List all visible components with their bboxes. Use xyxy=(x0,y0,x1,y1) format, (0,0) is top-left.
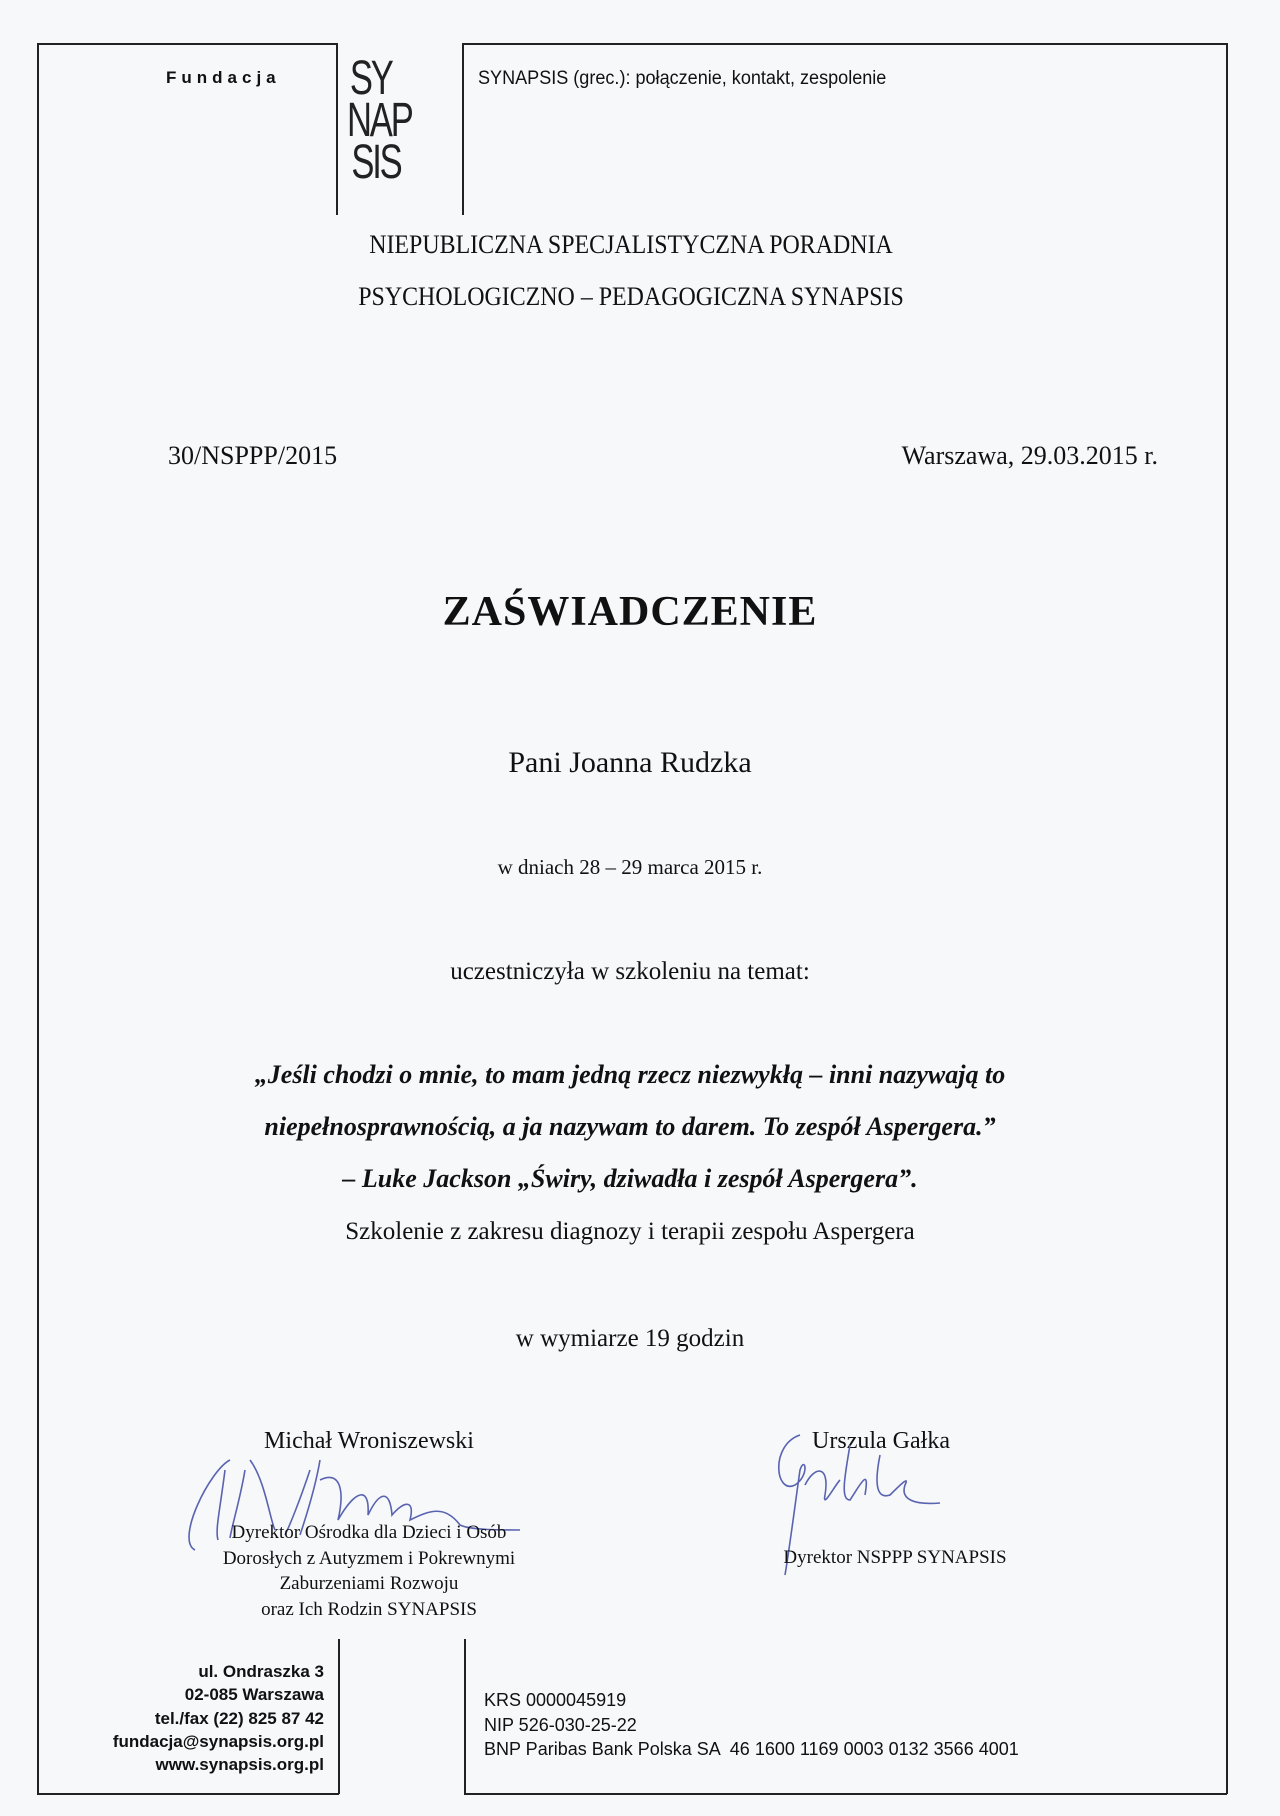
title-line: Zaburzeniami Rozwoju xyxy=(279,1573,459,1594)
footer-divider-left xyxy=(338,1639,340,1794)
signatory-name-right: Urszula Gałka xyxy=(812,1428,950,1454)
reference-number: 30/NSPPP/2015 xyxy=(168,441,338,470)
address-email[interactable]: fundacja@synapsis.org.pl xyxy=(112,1731,324,1751)
logo-line: SY xyxy=(349,52,392,105)
address-street: ul. Ondraszka 3 xyxy=(198,1662,324,1681)
document-title: ZAŚWIADCZENIE xyxy=(442,589,818,635)
place-date: Warszawa, 29.03.2015 r. xyxy=(901,441,1158,470)
logo-line: SIS xyxy=(351,136,401,189)
title-line: oraz Ich Rodzin SYNAPSIS xyxy=(261,1598,477,1620)
institution-line-2: PSYCHOLOGICZNO – PEDAGOGICZNA SYNAPSIS xyxy=(358,282,904,311)
recipient-name: Pani Joanna Rudzka xyxy=(508,746,752,779)
frame-left xyxy=(37,43,39,1794)
address-website[interactable]: www.synapsis.org.pl xyxy=(155,1755,324,1775)
quote-line-3: – Luke Jackson „Świry, dziwadła i zespół Aspergera”. xyxy=(342,1164,918,1193)
footer-address xyxy=(113,1660,324,1776)
frame-bottom-left xyxy=(37,1793,339,1795)
signatory-name-left: Michał Wroniszewski xyxy=(264,1428,474,1454)
participation-text: uczestniczyła w szkoleniu na temat: xyxy=(450,958,810,985)
logo-divider-left xyxy=(336,43,338,215)
quote-line-2: niepełnosprawnością, a ja nazywam to darem. To zespół Aspergera.” xyxy=(264,1112,996,1141)
frame-bottom-right xyxy=(464,1793,1227,1795)
synapsis-logo xyxy=(347,52,428,189)
title-line: Dyrektor NSPPP SYNAPSIS xyxy=(783,1547,1007,1568)
foundation-label: Fundacja xyxy=(166,68,281,87)
quote-line-1: „Jeśli chodzi o mnie, to mam jedną rzecz niezwykłą – inni nazywają to xyxy=(254,1060,1006,1089)
training-duration: w wymiarze 19 godzin xyxy=(515,1325,745,1352)
frame-right xyxy=(1226,43,1228,1794)
logo-divider-right xyxy=(462,43,464,215)
footer-registry xyxy=(484,1688,1019,1762)
institution-line-1: NIEPUBLICZNA SPECJALISTYCZNA PORADNIA xyxy=(369,230,893,259)
registry-bank: BNP Paribas Bank Polska SA 46 1600 1169 0003 0132 3566 4001 xyxy=(484,1739,1019,1759)
address-phone: tel./fax (22) 825 87 42 xyxy=(154,1708,324,1728)
title-line: Dorosłych z Autyzmem i Pokrewnymi xyxy=(222,1547,516,1569)
registry-nip: NIP 526-030-25-22 xyxy=(484,1714,637,1735)
frame-top-right xyxy=(463,43,1227,45)
training-subject: Szkolenie z zakresu diagnozy i terapii zespołu Aspergera xyxy=(345,1218,915,1245)
signatory-title-right xyxy=(783,1545,1006,1571)
logo-line: NAP xyxy=(347,94,412,147)
address-city: 02-085 Warszawa xyxy=(184,1685,324,1705)
registry-krs: KRS 0000045919 xyxy=(484,1690,627,1710)
title-line: Dyrektor Ośrodka dla Dzieci i Osób xyxy=(231,1522,507,1543)
signatory-title-left xyxy=(223,1520,515,1622)
footer-divider-right xyxy=(464,1639,466,1794)
frame-top-left xyxy=(37,43,336,45)
training-dates: w dniach 28 – 29 marca 2015 r. xyxy=(497,855,763,879)
tagline: SYNAPSIS (grec.): połączenie, kontakt, zespolenie xyxy=(478,68,887,89)
